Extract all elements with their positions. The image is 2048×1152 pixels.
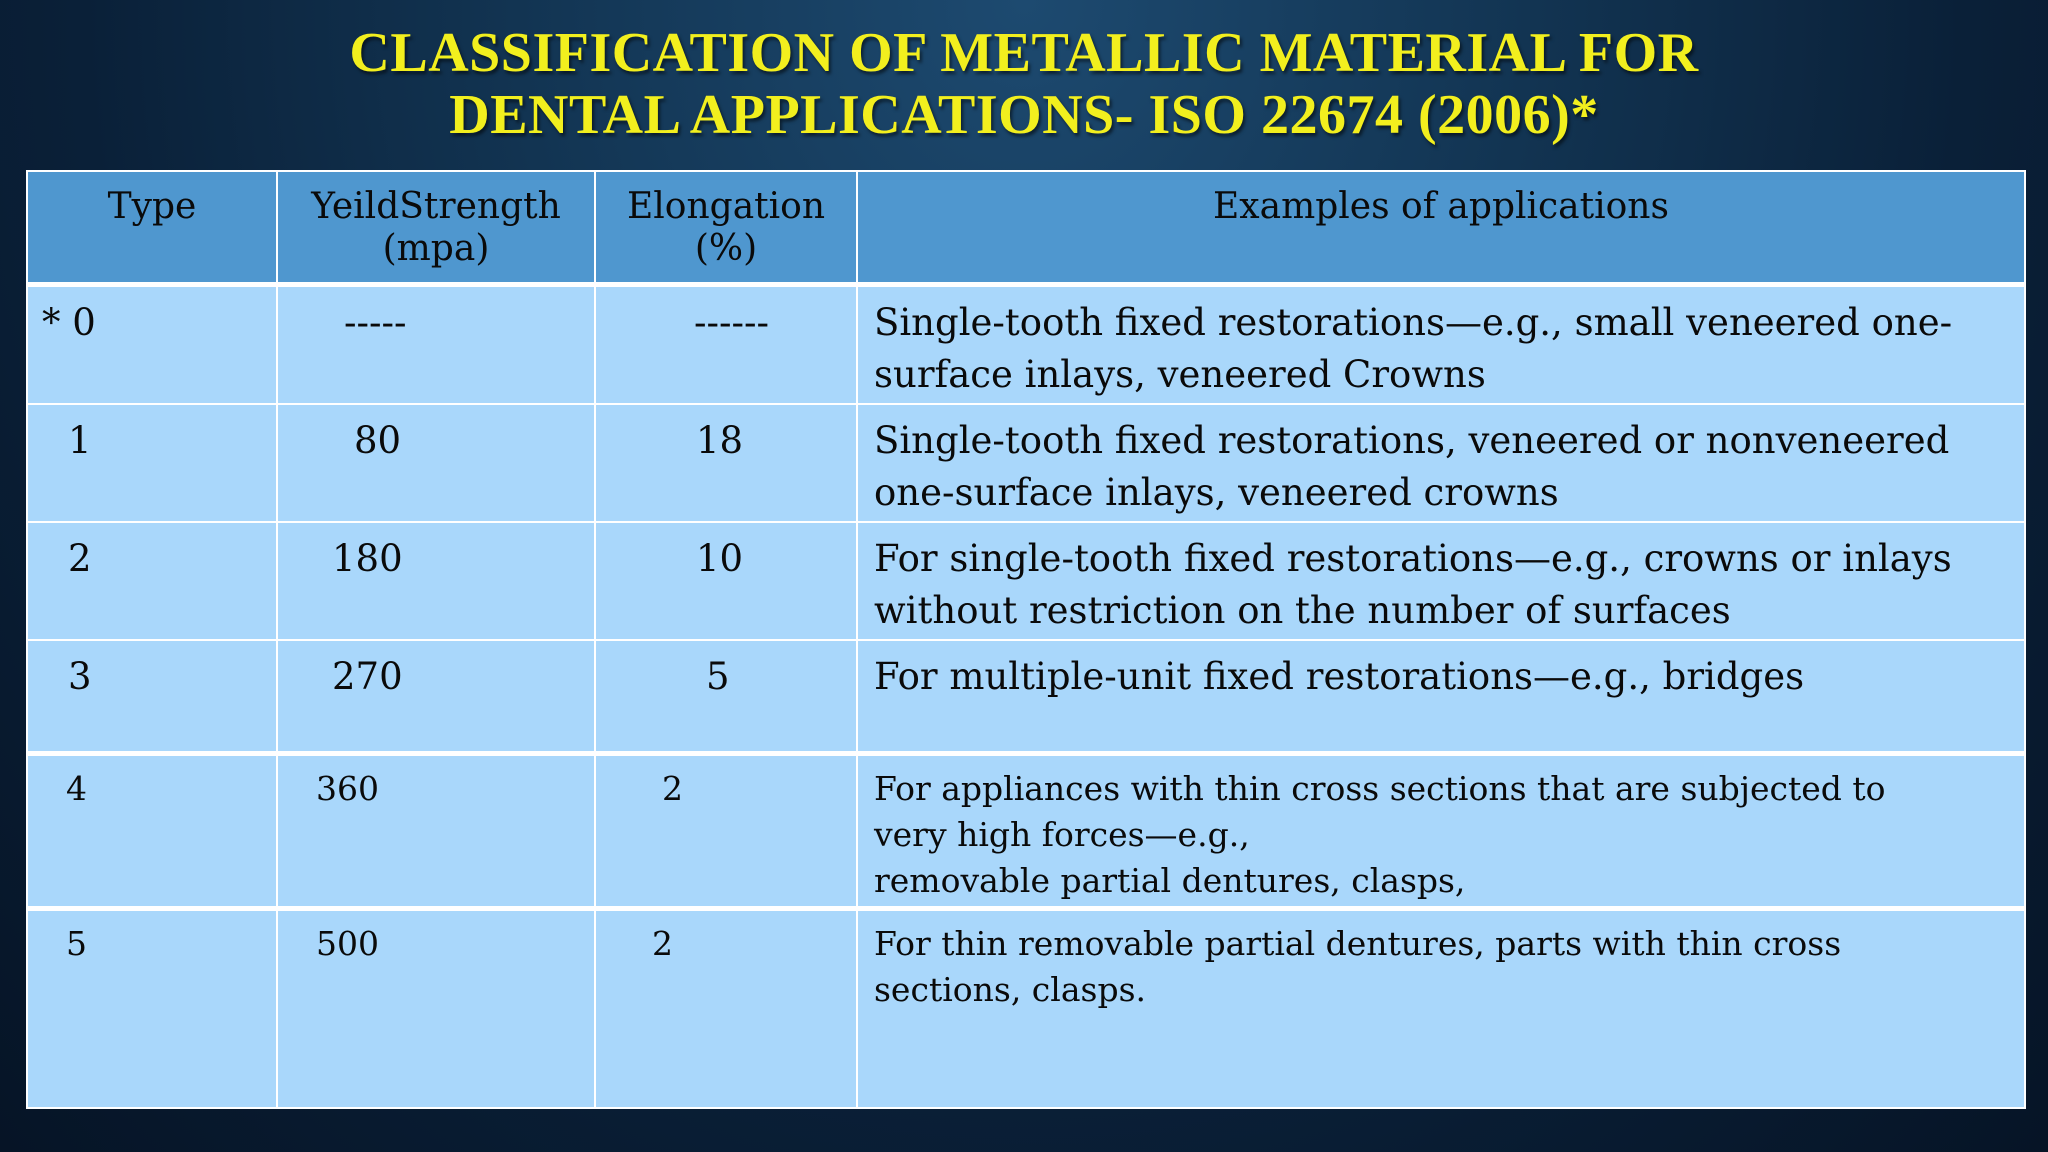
table-row <box>26 287 2026 405</box>
example-line: For appliances with thin cross sections that are subjected to <box>874 769 1886 808</box>
table-row <box>26 405 2026 523</box>
example-line: removable partial dentures, clasps, <box>874 861 1466 900</box>
cell-yield: 180 <box>276 523 594 639</box>
cell-yield: 80 <box>276 405 594 521</box>
example-line: For multiple-unit fixed restorations—e.g., bridges <box>874 655 1805 698</box>
header-elongation-label: Elongation <box>627 186 825 227</box>
classification-table <box>26 170 2026 1109</box>
table-row <box>26 641 2026 756</box>
cell-type: 5 <box>66 924 87 963</box>
header-type-label: Type <box>107 186 197 227</box>
cell-examples <box>856 911 2024 1107</box>
header-elongation-unit: (%) <box>694 228 758 269</box>
cell-type: 2 <box>68 537 92 580</box>
cell-elongation: 2 <box>594 911 856 1107</box>
slide-title <box>0 22 2048 146</box>
header-examples <box>856 172 2024 282</box>
cell-yield: 500 <box>276 911 594 1107</box>
table-header-row <box>26 170 2026 287</box>
table-row <box>26 523 2026 641</box>
header-elongation <box>594 172 856 282</box>
table-row <box>26 911 2026 1109</box>
table-row <box>26 756 2026 911</box>
cell-examples <box>856 641 2024 751</box>
cell-type: 3 <box>68 655 92 698</box>
header-examples-label: Examples of applications <box>1213 186 1669 227</box>
cell-type: 1 <box>68 419 92 462</box>
example-line: For thin removable partial dentures, parts with thin cross <box>874 924 1842 963</box>
cell-yield: ----- <box>276 287 594 403</box>
cell-type: 4 <box>66 769 87 808</box>
example-line: Single-tooth fixed restorations, veneered or nonveneered <box>874 419 1950 462</box>
cell-examples <box>856 756 2024 906</box>
cell-examples <box>856 287 2024 403</box>
example-line: without restriction on the number of surfaces <box>874 589 1731 632</box>
example-line: surface inlays, veneered Crowns <box>874 353 1486 396</box>
slide-title-line-1: CLASSIFICATION OF METALLIC MATERIAL FOR <box>349 22 1699 84</box>
cell-examples <box>856 405 2024 521</box>
example-line: one-surface inlays, veneered crowns <box>874 471 1559 514</box>
example-line: sections, clasps. <box>874 970 1146 1009</box>
example-line: Single-tooth fixed restorations—e.g., small veneered one- <box>874 301 1953 344</box>
cell-yield: 270 <box>276 641 594 751</box>
cell-elongation: 2 <box>594 756 856 906</box>
header-yield-unit: (mpa) <box>382 228 490 269</box>
header-yield-label: YeildStrength <box>311 186 561 227</box>
header-yield-strength <box>276 172 594 282</box>
cell-yield: 360 <box>276 756 594 906</box>
header-type <box>28 172 276 282</box>
cell-elongation: 18 <box>594 405 856 521</box>
cell-elongation: 10 <box>594 523 856 639</box>
cell-elongation: 5 <box>594 641 856 751</box>
example-line: For single-tooth fixed restorations—e.g., crowns or inlays <box>874 537 1952 580</box>
cell-examples <box>856 523 2024 639</box>
cell-type: * 0 <box>42 301 96 344</box>
cell-elongation: ------ <box>594 287 856 403</box>
slide-title-line-2: DENTAL APPLICATIONS- ISO 22674 (2006)* <box>449 84 1599 146</box>
example-line: very high forces—e.g., <box>874 815 1250 854</box>
